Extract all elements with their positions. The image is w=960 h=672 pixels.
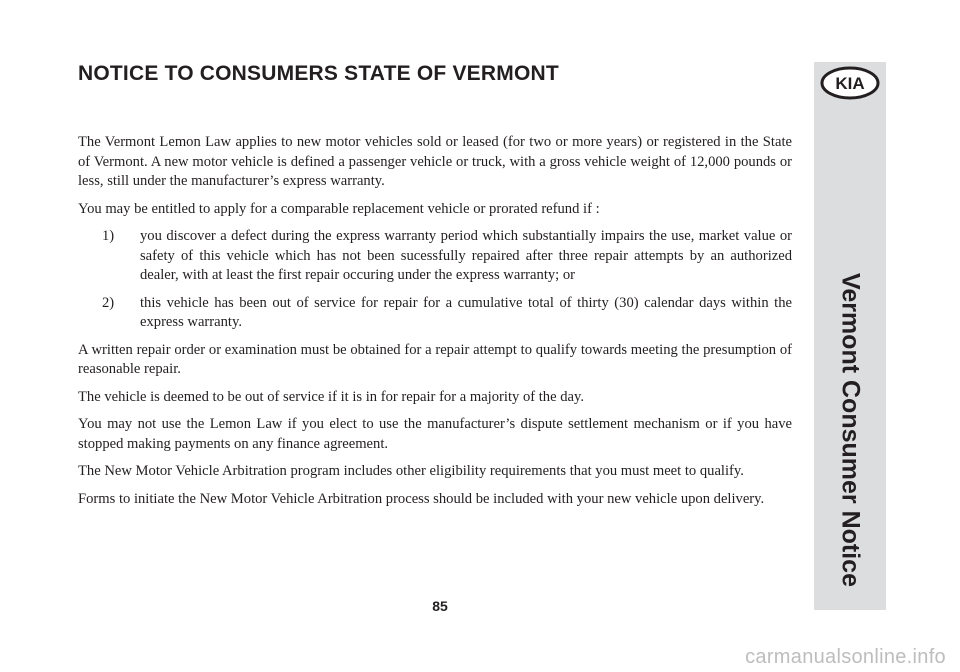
paragraph-arbitration-forms: Forms to initiate the New Motor Vehicle Arbitration process should be included with your new vehicle upon delivery. xyxy=(78,490,765,507)
watermark: carmanualsonline.info xyxy=(745,646,946,668)
paragraph-dispute-mechanism: You may not use the Lemon Law if you elect to use the manufacturer’s dispute settlement mechanism or if you have stopped making payments on any finance agreement. xyxy=(78,416,792,452)
paragraph-repair-order: A written repair order or examination must be obtained for a repair attempt to qualify towards meeting the presumption of reasonable repair. xyxy=(78,341,792,377)
list-item xyxy=(78,294,792,333)
notice-body xyxy=(78,133,792,517)
list-item-text: you discover a defect during the express warranty period which substantially impairs the use, market value or safety of this vehicle which has not been sucessfully repaired after three repair attempts by an authorized dealer, with at least the first repair occuring under the express warranty; or xyxy=(140,228,792,283)
page-number: 85 xyxy=(432,598,448,614)
paragraph-out-of-service: The vehicle is deemed to be out of service if it is in for repair for a majority of the day. xyxy=(78,388,585,405)
kia-logo-text: KIA xyxy=(835,74,865,93)
list-item-number: 2) xyxy=(102,294,115,311)
paragraph-lemon-law-scope: The Vermont Lemon Law applies to new motor vehicles sold or leased (for two or more years) or registered in the State of Vermont. A new motor vehicle is defined a passenger vehicle or truck, with a gross vehicle weight of 12,000 pounds or less, still under the manufacturer’s express warranty. xyxy=(78,134,792,189)
page-title: NOTICE TO CONSUMERS STATE OF VERMONT xyxy=(78,62,559,85)
kia-logo xyxy=(819,64,881,102)
side-title: Vermont Consumer Notice xyxy=(836,273,865,587)
list-item-text: this vehicle has been out of service for repair for a cumulative total of thirty (30) calendar days within the express warranty. xyxy=(140,294,792,330)
list-item xyxy=(78,227,792,286)
paragraph-arbitration-requirements: The New Motor Vehicle Arbitration program includes other eligibility requirements that you must meet to qualify. xyxy=(78,463,744,479)
conditions-list xyxy=(78,227,792,333)
list-item-number: 1) xyxy=(102,228,115,244)
paragraph-entitlement: You may be entitled to apply for a comparable replacement vehicle or prorated refund if : xyxy=(78,200,600,217)
